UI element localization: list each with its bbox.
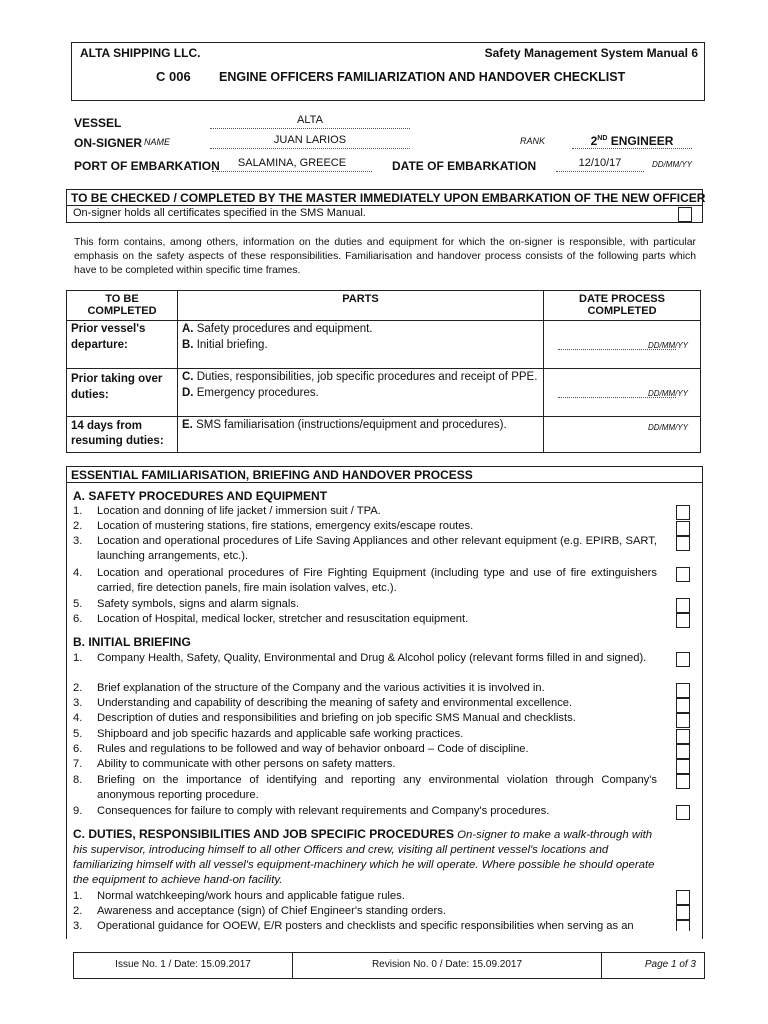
footer-revision: Revision No. 0 / Date: 15.09.2017 xyxy=(371,959,523,970)
item-text: Location of mustering stations, fire stations, emergency exits/escape routes. xyxy=(97,520,474,532)
intro-paragraph: This form contains, among others, information on the duties and equipment for which the on-signer is responsible, with particular emphasis on the safety aspects of these responsibilities. Familiarisation and handover process consists of the following parts which have to be completed within specific time frames. xyxy=(74,237,696,276)
date-cell[interactable] xyxy=(544,321,701,369)
checkbox-c1[interactable] xyxy=(676,890,690,905)
item-text: Location of Hospital, medical locker, stretcher and resuscitation equipment. xyxy=(97,613,469,625)
checkbox-a3[interactable] xyxy=(676,536,690,551)
table-row xyxy=(67,321,701,369)
item-number: 2. xyxy=(73,682,83,694)
date-format-hint: DD/MM/YY xyxy=(652,160,692,169)
row-parts xyxy=(178,321,544,369)
parts-table-header xyxy=(67,291,701,321)
item-text: Ability to communicate with other persons on safety matters. xyxy=(97,758,396,770)
vessel-label: VESSEL xyxy=(74,116,122,130)
checkbox-b6[interactable] xyxy=(676,744,690,759)
date-cell[interactable] xyxy=(544,417,701,453)
item-number: 6. xyxy=(73,743,83,755)
checkbox-b2[interactable] xyxy=(676,683,690,698)
parts-table xyxy=(66,290,701,453)
section-c-note: On-signer to make a walk-through with his supervisor, introducing himself to all other Officers and crew, visiting all pertinent vessel's locations and familiarizing himself with all vessel's equipment-machinery which he will operate. Where possible he should operate the equipment to achieve hand-on facility. xyxy=(73,829,655,886)
item-number: 2. xyxy=(73,520,83,532)
master-check-box xyxy=(66,189,706,223)
checkbox-a4[interactable] xyxy=(676,567,690,582)
item-text: Safety symbols, signs and alarm signals. xyxy=(97,598,300,610)
embarkation-date-field[interactable] xyxy=(556,157,644,172)
item-text: Location and operational procedures of Fire Fighting Equipment (including type and use of fire extinguishers carried, fire detection panels, fire main isolation valves, etc.). xyxy=(97,567,657,594)
date-label: DATE OF EMBARKATION xyxy=(392,159,537,173)
port-value: SALAMINA, GREECE xyxy=(237,157,347,169)
name-value: JUAN LARIOS xyxy=(273,134,347,146)
item-text: Location and operational procedures of Life Saving Appliances and other relevant equipment (e.g. EPIRB, SART, launching arrangements, etc.). xyxy=(97,535,657,562)
rank-rest: ENGINEER xyxy=(607,134,674,148)
item-number: 3. xyxy=(73,535,83,547)
col-date-completed: DATE PROCESS COMPLETED xyxy=(544,291,701,321)
vessel-value: ALTA xyxy=(297,114,323,126)
row-parts xyxy=(178,369,544,417)
list-item xyxy=(73,919,673,934)
item-number: 1. xyxy=(73,890,83,902)
part-b-text: Initial briefing. xyxy=(193,339,268,351)
item-text: Description of duties and responsibilities and briefing on job specific SMS Manual and checklists. xyxy=(97,712,576,724)
item-number: 5. xyxy=(73,728,83,740)
footer-issue: Issue No. 1 / Date: 15.09.2017 xyxy=(115,959,251,970)
checkbox-b5[interactable] xyxy=(676,729,690,744)
checkbox-b3[interactable] xyxy=(676,698,690,713)
port-field[interactable] xyxy=(212,157,372,172)
company-name: ALTA SHIPPING LLC. xyxy=(80,46,201,60)
item-number: 5. xyxy=(73,598,83,610)
part-d-text: Emergency procedures. xyxy=(193,387,319,399)
date-cell[interactable] xyxy=(544,369,701,417)
item-text: Operational guidance for OOEW, E/R posters and checklists and specific responsibilities when serving as an xyxy=(97,920,634,932)
row-when: Prior vessel's departure: xyxy=(67,321,178,369)
checkbox-a1[interactable] xyxy=(676,505,690,520)
col-to-be-completed: TO BE COMPLETED xyxy=(67,291,178,321)
item-number: 7. xyxy=(73,758,83,770)
embarkation-date-value: 12/10/17 xyxy=(578,157,622,169)
checkbox-a2[interactable] xyxy=(676,521,690,536)
item-text: Understanding and capability of describing the meaning of safety and environmental excellence. xyxy=(97,697,573,709)
item-text: Brief explanation of the structure of the Company and the various activities it is involved in. xyxy=(97,682,545,694)
master-certificates-line: On-signer holds all certificates specified in the SMS Manual. xyxy=(73,207,366,219)
row-parts xyxy=(178,417,544,453)
item-text: Briefing on the importance of identifying and reporting any environmental violation through Company's anonymous reporting procedure. xyxy=(97,774,657,801)
table-row xyxy=(67,369,701,417)
item-text: Shipboard and job specific hazards and applicable safe working practices. xyxy=(97,728,464,740)
item-number: 4. xyxy=(73,712,83,724)
section-c-block xyxy=(73,827,663,888)
col-parts: PARTS xyxy=(178,291,544,321)
date-format-hint: DD/MM/YY xyxy=(648,389,688,398)
checkbox-b9[interactable] xyxy=(676,805,690,820)
checkbox-a5[interactable] xyxy=(676,598,690,613)
item-number: 4. xyxy=(73,567,83,579)
checkbox-c2[interactable] xyxy=(676,905,690,920)
row-when: 14 days from resuming duties: xyxy=(67,417,178,453)
master-divider xyxy=(67,205,702,206)
checkbox-b4[interactable] xyxy=(676,713,690,728)
rank-sup: ND xyxy=(597,135,608,142)
item-number: 9. xyxy=(73,805,83,817)
item-text: Awareness and acceptance (sign) of Chief Engineer's standing orders. xyxy=(97,905,446,917)
footer xyxy=(73,952,705,979)
checkbox-c3[interactable] xyxy=(676,920,690,931)
vessel-field[interactable] xyxy=(210,114,410,129)
form-title: ENGINE OFFICERS FAMILIARIZATION AND HANDOVER CHECKLIST xyxy=(219,70,626,84)
part-e-text: SMS familiarisation (instructions/equipment and procedures). xyxy=(192,419,507,431)
checkbox-b1[interactable] xyxy=(676,652,690,667)
essential-divider xyxy=(67,482,702,483)
part-c-text: Duties, responsibilities, job specific procedures and receipt of PPE. xyxy=(193,371,538,383)
item-text: Rules and regulations to be followed and way of behavior onboard – Code of discipline. xyxy=(97,743,529,755)
footer-divider xyxy=(601,953,602,978)
certificates-checkbox[interactable] xyxy=(678,207,692,222)
section-b-title: B. INITIAL BRIEFING xyxy=(73,635,191,649)
name-field[interactable] xyxy=(210,134,410,149)
item-number: 1. xyxy=(73,505,83,517)
part-e-letter: E. xyxy=(182,419,193,431)
section-c-title: C. DUTIES, RESPONSIBILITIES AND JOB SPECIFIC PROCEDURES xyxy=(73,827,454,841)
onsigner-label: ON-SIGNER xyxy=(74,136,143,150)
item-text: Location and donning of life jacket / immersion suit / TPA. xyxy=(97,505,381,517)
manual-title: Safety Management System Manual 6 xyxy=(484,46,698,60)
essential-heading: ESSENTIAL FAMILIARISATION, BRIEFING AND HANDOVER PROCESS xyxy=(71,468,473,482)
rank-value: 2 xyxy=(590,134,598,148)
item-text: Company Health, Safety, Quality, Environmental and Drug & Alcohol policy (relevant forms filled in and signed). xyxy=(97,652,647,664)
item-number: 3. xyxy=(73,697,83,709)
name-label: NAME xyxy=(144,137,171,147)
port-label: PORT OF EMBARKATION xyxy=(74,159,220,173)
item-number: 8. xyxy=(73,774,83,786)
checkbox-b7[interactable] xyxy=(676,759,690,774)
item-text: Consequences for failure to comply with relevant requirements and Company's procedures. xyxy=(97,805,550,817)
item-number: 6. xyxy=(73,613,83,625)
rank-field[interactable] xyxy=(572,134,692,149)
document-header xyxy=(71,42,705,101)
part-d-letter: D. xyxy=(182,387,194,399)
table-row xyxy=(67,417,701,453)
part-a-text: Safety procedures and equipment. xyxy=(193,323,373,335)
row-when: Prior taking over duties: xyxy=(67,369,178,417)
part-c-letter: C. xyxy=(182,371,194,383)
date-format-hint: DD/MM/YY xyxy=(648,341,688,350)
form-code: C 006 xyxy=(156,69,191,84)
item-number: 2. xyxy=(73,905,83,917)
item-number: 3. xyxy=(73,920,83,932)
item-number: 1. xyxy=(73,652,83,664)
footer-page-number: Page 1 of 3 xyxy=(644,959,696,970)
master-heading: TO BE CHECKED / COMPLETED BY THE MASTER IMMEDIATELY UPON EMBARKATION OF THE NEW OFFICER xyxy=(71,191,706,205)
part-b-letter: B. xyxy=(182,339,194,351)
checkbox-b8[interactable] xyxy=(676,774,690,789)
part-a-letter: A. xyxy=(182,323,194,335)
checkbox-a6[interactable] xyxy=(676,613,690,628)
item-text: Normal watchkeeping/work hours and applicable fatigue rules. xyxy=(97,890,405,902)
date-format-hint: DD/MM/YY xyxy=(648,423,688,432)
rank-label: RANK xyxy=(520,136,546,146)
section-a-title: A. SAFETY PROCEDURES AND EQUIPMENT xyxy=(73,489,328,503)
